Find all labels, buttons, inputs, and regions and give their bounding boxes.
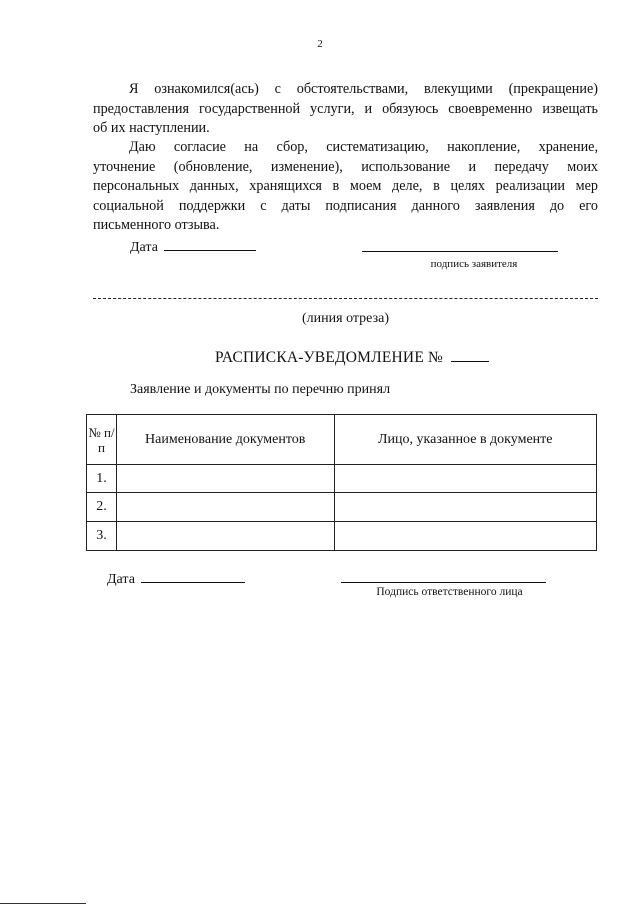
row-number: 3.: [87, 522, 117, 551]
person-cell[interactable]: [334, 465, 596, 493]
documents-table: [86, 414, 597, 551]
column-header-document-name: Наименование документов: [116, 415, 334, 465]
acknowledgement-paragraph: [93, 80, 598, 139]
document-name-cell[interactable]: [116, 493, 334, 522]
table-row: [87, 465, 597, 493]
table-row: [87, 522, 597, 551]
responsible-signature-line[interactable]: [341, 582, 546, 583]
document-name-cell[interactable]: [116, 522, 334, 551]
paragraph-line: уточнение (обновление, изменение), использование и передачу моих: [93, 158, 598, 175]
paragraph-line: Я ознакомился(ась) с обстоятельствами, влекущими (прекращение): [129, 81, 598, 97]
accepted-text: Заявление и документы по перечню принял: [130, 382, 391, 397]
date-blank[interactable]: [141, 568, 245, 583]
person-cell[interactable]: [334, 493, 596, 522]
paragraph-line: персональных данных, хранящихся в моем деле, в целях реализации мер: [93, 178, 598, 194]
responsible-signature-caption: Подпись ответственного лица: [376, 586, 523, 598]
column-header-number: № п/п: [87, 415, 117, 465]
applicant-signature-caption: подпись заявителя: [430, 258, 518, 270]
receipt-number-blank[interactable]: [451, 347, 489, 362]
cut-line-label: (линия отреза): [302, 311, 389, 326]
table-row: [87, 493, 597, 522]
receipt-date: [107, 568, 245, 588]
person-cell[interactable]: [334, 522, 596, 551]
paragraph-line: Даю согласие на сбор, систематизацию, накопление, хранение,: [129, 139, 598, 155]
date-label: Дата: [130, 240, 158, 255]
applicant-date: [130, 236, 256, 256]
paragraph-line: письменного отзыва.: [93, 217, 220, 233]
date-blank[interactable]: [164, 236, 256, 251]
receipt-title-text: РАСПИСКА-УВЕДОМЛЕНИЕ №: [215, 349, 444, 366]
applicant-signature-line[interactable]: [362, 251, 558, 252]
column-header-person: Лицо, указанное в документе: [334, 415, 596, 465]
document-name-cell[interactable]: [116, 465, 334, 493]
cut-line: [93, 298, 598, 299]
page-number: 2: [317, 38, 323, 50]
row-number: 1.: [87, 465, 117, 493]
date-label: Дата: [107, 572, 135, 587]
table-header-row: [87, 415, 597, 465]
paragraph-line: об их наступлении.: [93, 120, 210, 136]
paragraph-line: предоставления государственной услуги, и обязуюсь своевременно извещать: [93, 100, 598, 117]
consent-paragraph: [93, 138, 598, 236]
receipt-title: [215, 347, 489, 367]
row-number: 2.: [87, 493, 117, 522]
footnote-rule: [0, 903, 86, 904]
paragraph-line: социальной поддержки с даты подписания данного заявления до его: [93, 197, 598, 214]
